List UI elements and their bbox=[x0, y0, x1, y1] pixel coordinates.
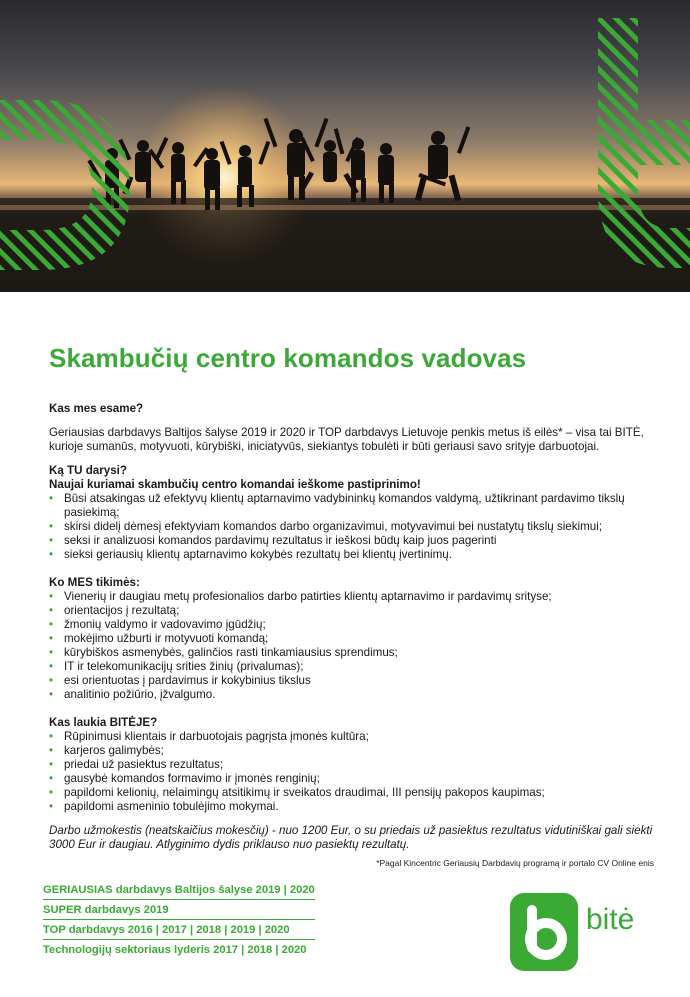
list-item: • skirsi didelį dėmesį efektyviam komandos darbo organizavimui, motyvavimui bei nustatytų tikslų siekimui; bbox=[49, 520, 654, 534]
hero-photo bbox=[0, 0, 690, 292]
list-item: • Būsi atsakingas už efektyvų klientų aptarnavimo vadybininkų komandos valdymą, užtikrinant pardavimo tikslų pasiekimą; bbox=[49, 492, 654, 520]
list-item: • papildomi kelionių, nelaimingų atsitikimų ir sveikatos draudimai, III pensijų pakopos kaupimas; bbox=[49, 786, 654, 800]
list-item: • esi orientuotas į pardavimus ir kokybinius tikslus bbox=[49, 674, 654, 688]
awards-list bbox=[43, 883, 315, 963]
about-heading: Kas mes esame? bbox=[49, 402, 144, 415]
list-item: • gausybė komandos formavimo ir įmonės renginių; bbox=[49, 772, 654, 786]
award-item: Technologijų sektoriaus lyderis 2017 | 2018 | 2020 bbox=[43, 944, 307, 956]
list-item: • priedai už pasiektus rezultatus; bbox=[49, 758, 654, 772]
list-item: • seksi ir analizuosi komandos pardavimų rezultatus ir ieškosi būdų kaip juos pagerinti bbox=[49, 534, 654, 548]
list-item: • analitinio požiūrio, įžvalgumo. bbox=[49, 688, 654, 702]
tasks-list bbox=[49, 492, 654, 562]
job-description bbox=[49, 402, 654, 870]
expect-heading: Ko MES tikimės: bbox=[49, 576, 140, 589]
list-item: • Vienerių ir daugiau metų profesionalios darbo patirties klientų aptarnavimo ir pardavimų srityse; bbox=[49, 590, 654, 604]
offer-list bbox=[49, 730, 654, 814]
list-item: • kūrybiškos asmenybės, galinčios rasti tinkamiausius sprendimus; bbox=[49, 646, 654, 660]
list-item: • IT ir telekomunikacijų srities žinių (privalumas); bbox=[49, 660, 654, 674]
offer-heading: Kas laukia BITĖJE? bbox=[49, 716, 158, 729]
bite-logo-icon bbox=[510, 893, 580, 971]
list-item: • žmonių valdymo ir vadovavimo įgūdžių; bbox=[49, 618, 654, 632]
award-item: GERIAUSIAS darbdavys Baltijos šalyse 2019 | 2020 bbox=[43, 883, 315, 900]
job-title: Skambučių centro komandos vadovas bbox=[49, 343, 527, 373]
list-item: • mokėjimo užburti ir motyvuoti komandą; bbox=[49, 632, 654, 646]
bite-logo-wordmark: bitė bbox=[586, 903, 635, 936]
about-text: Geriausias darbdavys Baltijos šalyse 2019 ir 2020 ir TOP darbdavys Lietuvoje penkis metus iš eilės* – visa tai BITĖ, kurioje sumanūs, motyvuoti, kūrybiški, iniciatyvūs, siekiantys tobulėti ir būti geriausi savo srityje darbuotojai. bbox=[49, 426, 644, 453]
award-item: SUPER darbdavys 2019 bbox=[43, 903, 315, 920]
tasks-subheading: Naujai kuriamai skambučių centro komandai ieškome pastiprinimo! bbox=[49, 478, 421, 491]
list-item: • sieksi geriausių klientų aptarnavimo kokybės rezultatų bei klientų įvertinimų. bbox=[49, 548, 654, 562]
list-item: • orientacijos į rezultatą; bbox=[49, 604, 654, 618]
tasks-heading: Ką TU darysi? bbox=[49, 464, 127, 477]
expect-list bbox=[49, 590, 654, 702]
salary-text: Darbo užmokestis (neatskaičius mokesčių) - nuo 1200 Eur, o su priedais už pasiektus rezultatus vidutiniškai gali siekti 3000 Eur ir daugiau. Atlyginimo dydis priklauso nuo pasiektų rezultatų. bbox=[49, 824, 653, 851]
bite-logo bbox=[510, 893, 660, 971]
footnote: *Pagal Kincentric Geriausių Darbdavių programą ir portalo CV Online enis bbox=[376, 858, 654, 868]
list-item: • Rūpinimusi klientais ir darbuotojais pagrįsta įmonės kultūra; bbox=[49, 730, 654, 744]
hero-illustration bbox=[0, 0, 690, 292]
list-item: • karjeros galimybės; bbox=[49, 744, 654, 758]
award-item: TOP darbdavys 2016 | 2017 | 2018 | 2019 | 2020 bbox=[43, 923, 315, 940]
list-item: • papildomi asmeninio tobulėjimo mokymai. bbox=[49, 800, 654, 814]
